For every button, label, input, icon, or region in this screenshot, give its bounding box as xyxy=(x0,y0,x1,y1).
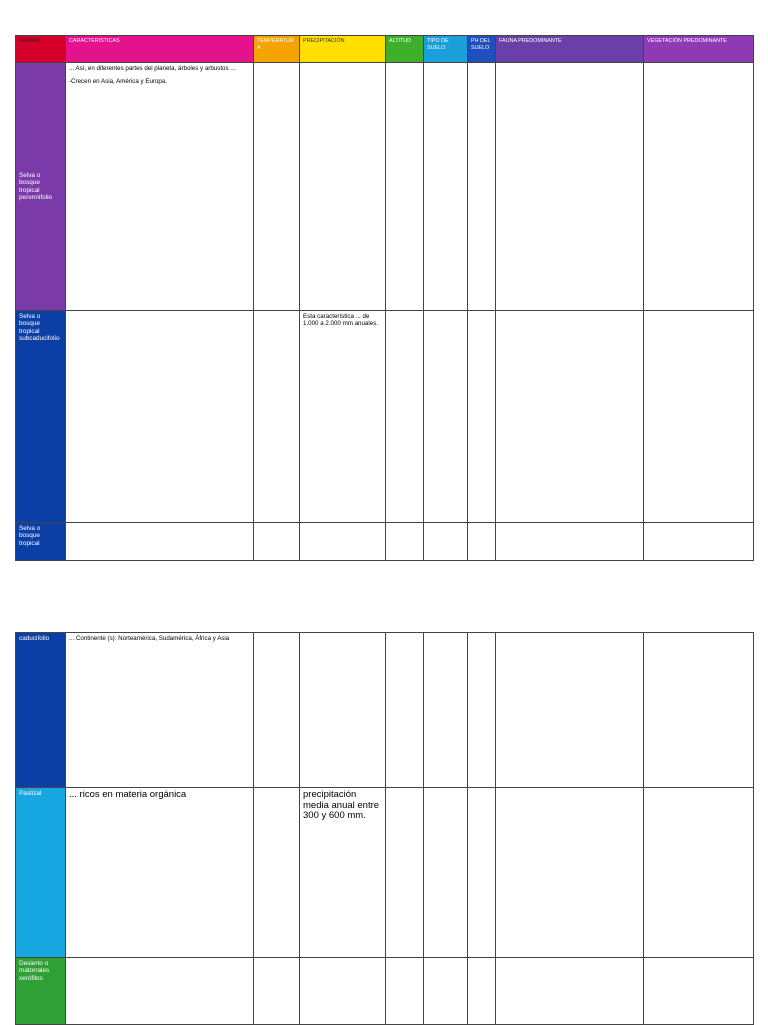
cell-altitud xyxy=(386,523,424,561)
row-subcaducifolio xyxy=(16,311,754,523)
cell-caracteristicas: ... Continente (s): Norteamérica, Sudamérica, África y Asia xyxy=(66,633,254,788)
cell-ph xyxy=(468,523,496,561)
row-caducifolio xyxy=(16,633,754,788)
cell-precipitacion xyxy=(300,523,386,561)
header-fauna: FAUNA PREDOMINANTE xyxy=(496,36,644,63)
cell-suelo xyxy=(424,311,468,523)
header-vegetacion: VEGETACIÓN PREDOMINANTE xyxy=(644,36,754,63)
text-block: precipitación media anual entre 300 y 600 mm. xyxy=(303,789,380,821)
cell-vegetacion xyxy=(644,63,754,311)
text-block: ... Así, en diferentes partes del planeta, árboles y arbustos ... xyxy=(69,65,236,72)
header-precipitacion: PRECIPITACIÓN xyxy=(300,36,386,63)
cell-caracteristicas xyxy=(66,958,254,1025)
cell-suelo xyxy=(424,633,468,788)
cell-precipitacion xyxy=(300,63,386,311)
cell-caracteristicas xyxy=(66,311,254,523)
cell-suelo xyxy=(424,788,468,958)
cell-fauna xyxy=(496,633,644,788)
header-ph-suelo: PH DEL SUELO xyxy=(468,36,496,63)
cell-vegetacion xyxy=(644,523,754,561)
header-caracteristicas: CARACTERISTICAS xyxy=(66,36,254,63)
cell-vegetacion xyxy=(644,633,754,788)
cell-altitud xyxy=(386,311,424,523)
biomes-table-bottom xyxy=(15,632,754,1025)
cell-fauna xyxy=(496,63,644,311)
cell-precipitacion: Esta característica ... de 1.000 a 2.000 mm anuales. xyxy=(300,311,386,523)
row-label: caducifolio xyxy=(16,633,66,788)
cell-altitud xyxy=(386,788,424,958)
cell-temperatura xyxy=(254,63,300,311)
header-tipo-suelo: TIPO DE SUELO xyxy=(424,36,468,63)
cell-ph xyxy=(468,958,496,1025)
biomes-table-top xyxy=(15,35,754,561)
row-label: Pastizal xyxy=(16,788,66,958)
cell-fauna xyxy=(496,311,644,523)
cell-temperatura xyxy=(254,788,300,958)
row-label: Selva o bosque tropical perennifolio xyxy=(16,63,66,311)
cell-temperatura xyxy=(254,523,300,561)
cell-temperatura xyxy=(254,958,300,1025)
row-label: Desierto o matorrales xerófilos xyxy=(16,958,66,1025)
cell-caracteristicas xyxy=(66,63,254,311)
row-perennifolio xyxy=(16,63,754,311)
cell-ph xyxy=(468,63,496,311)
header-temperatura: TEMPERATURA xyxy=(254,36,300,63)
cell-suelo xyxy=(424,523,468,561)
cell-fauna xyxy=(496,958,644,1025)
cell-caracteristicas xyxy=(66,788,254,958)
cell-ph xyxy=(468,633,496,788)
cell-temperatura xyxy=(254,311,300,523)
row-label: Selva o bosque tropical xyxy=(16,523,66,561)
header-row xyxy=(16,36,754,63)
header-biomas: BIOMAS xyxy=(16,36,66,63)
cell-precipitacion xyxy=(300,958,386,1025)
row-desierto xyxy=(16,958,754,1025)
cell-vegetacion xyxy=(644,788,754,958)
cell-precipitacion xyxy=(300,633,386,788)
cell-altitud xyxy=(386,63,424,311)
cell-ph xyxy=(468,311,496,523)
cell-ph xyxy=(468,788,496,958)
cell-suelo xyxy=(424,958,468,1025)
cell-fauna xyxy=(496,523,644,561)
cell-precipitacion xyxy=(300,788,386,958)
row-selva-tropical xyxy=(16,523,754,561)
row-pastizal xyxy=(16,788,754,958)
cell-vegetacion xyxy=(644,958,754,1025)
text-block: -Crecen en Asia, América y Europa. xyxy=(69,78,168,86)
cell-altitud xyxy=(386,633,424,788)
cell-caracteristicas xyxy=(66,523,254,561)
cell-altitud xyxy=(386,958,424,1025)
cell-fauna xyxy=(496,788,644,958)
row-label: Selva o bosque tropical subcaducifolio xyxy=(16,311,66,523)
header-altitud: ALTITUD xyxy=(386,36,424,63)
cell-vegetacion xyxy=(644,311,754,523)
text-block: ... ricos en materia orgánica xyxy=(69,789,187,800)
cell-temperatura xyxy=(254,633,300,788)
cell-suelo xyxy=(424,63,468,311)
